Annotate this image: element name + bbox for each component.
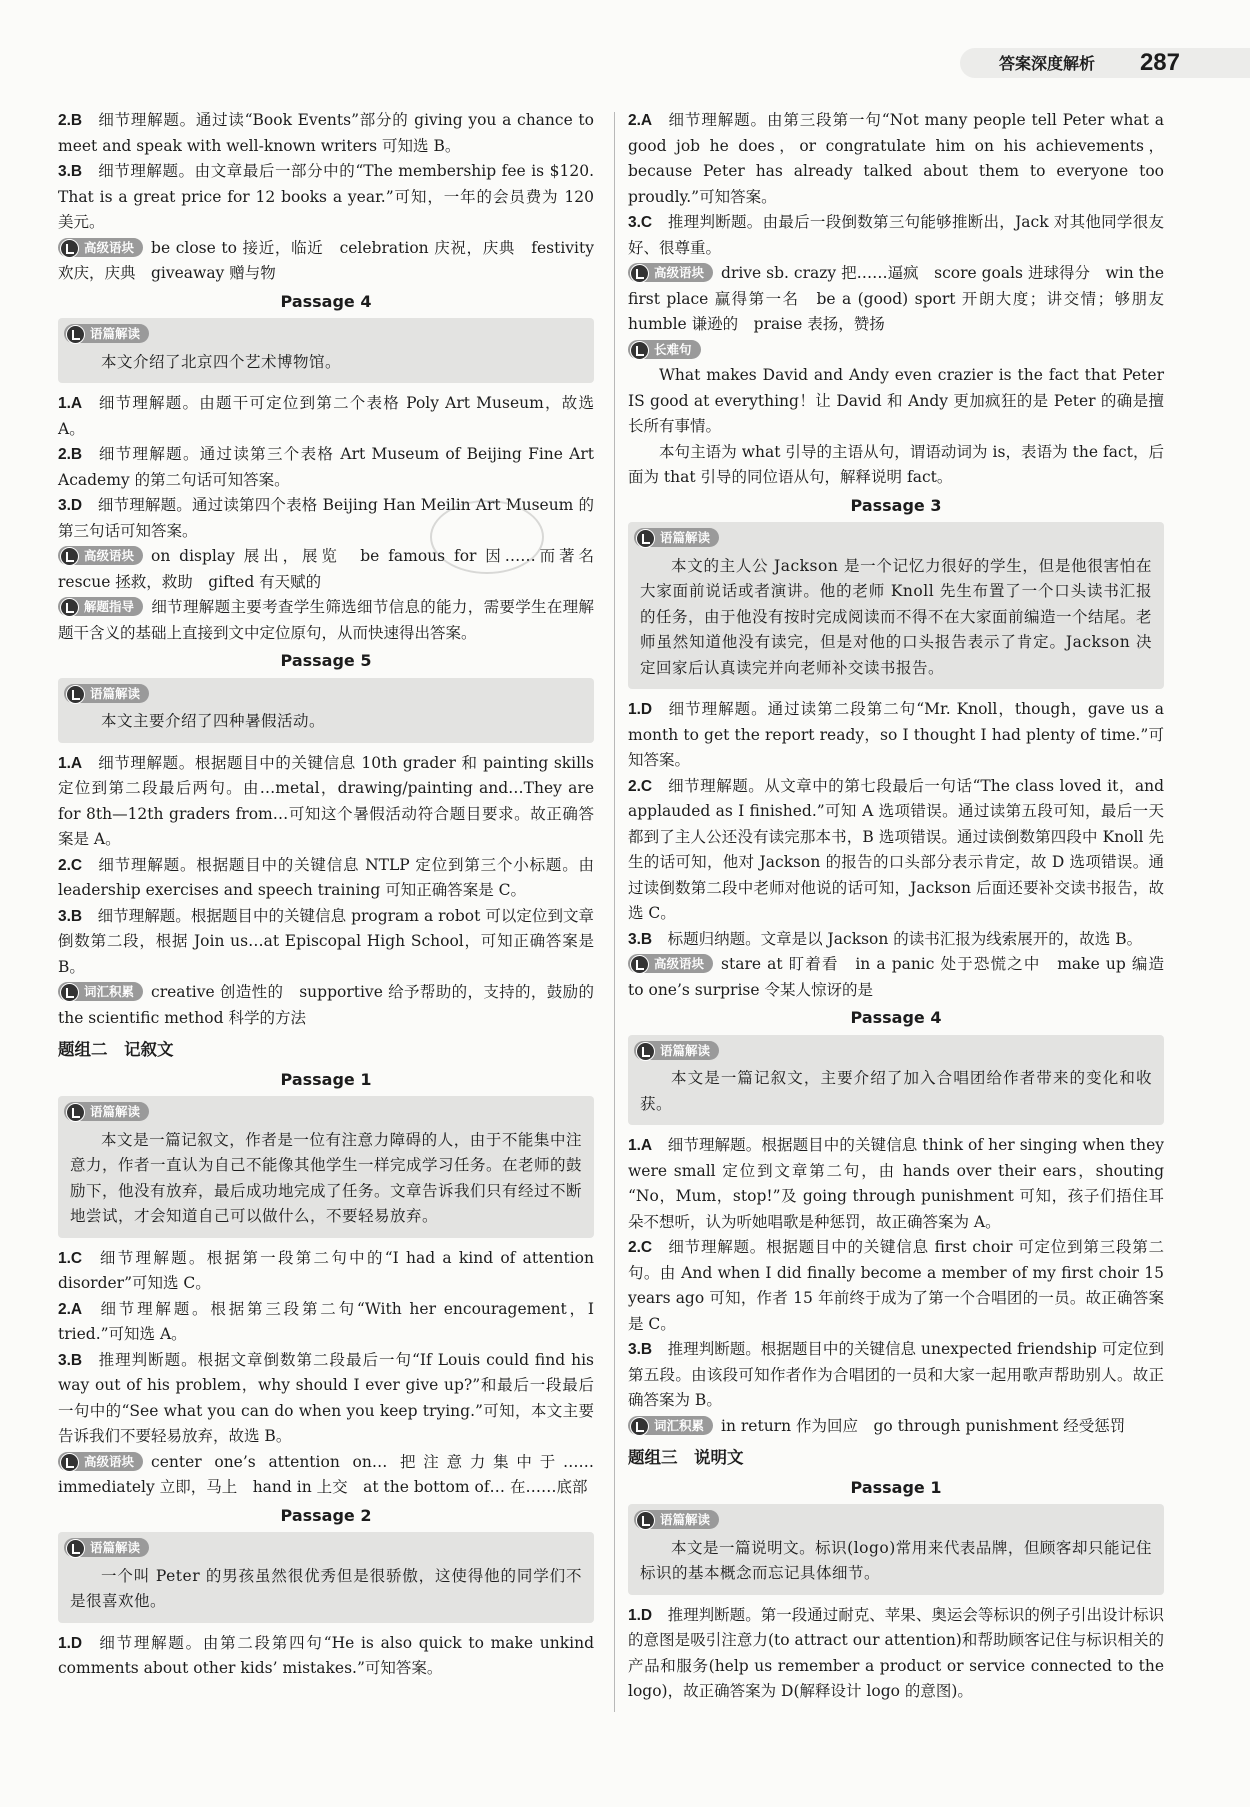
right-column xyxy=(628,108,1180,1705)
check-icon xyxy=(60,547,79,566)
tag-label: 语篇解读 xyxy=(660,1512,711,1527)
answer-item xyxy=(628,1133,1164,1235)
summary-text: 本文是一篇说明文。标识(logo)常用来代表品牌，但顾客却只能记住标识的基本概念而忘记具体细节。 xyxy=(640,1538,1152,1582)
answer-text: 细节理解题。根据第三段第二句“With her encouragement，I tried.”可知选 A。 xyxy=(58,1299,594,1343)
answer-item xyxy=(58,1246,594,1297)
section-tag xyxy=(628,340,701,359)
check-icon xyxy=(60,983,79,1002)
answer-item xyxy=(58,442,594,493)
tag-label: 高级语块 xyxy=(654,956,705,971)
vocab-note xyxy=(628,261,1180,338)
vocab-note xyxy=(628,1414,1164,1440)
answer-number: 1.C xyxy=(58,1249,83,1267)
check-icon xyxy=(66,1539,85,1558)
check-icon xyxy=(630,264,649,283)
answer-text: 细节理解题。通过读“Book Events”部分的 giving you a chance to meet and speak with well-known writers 可知选 B。 xyxy=(58,111,594,155)
answer-number: 1.A xyxy=(628,1137,653,1154)
tag-label: 长难句 xyxy=(654,341,692,357)
vocab-note xyxy=(628,952,1180,1003)
summary-box xyxy=(58,678,594,743)
section-tag xyxy=(58,238,143,257)
passage-title: Passage 3 xyxy=(850,495,942,515)
answer-item xyxy=(58,1348,594,1450)
left-column xyxy=(58,108,610,1682)
note-text: drive sb. crazy 把……逼疯 score goals 进球得分 win the first place 赢得第一名 be a (good) sport 开朗大度；讲交情；够朋友 humble 谦逊的 praise 表扬，赞扬 xyxy=(628,264,1180,333)
answer-item xyxy=(58,853,594,904)
page-number: 287 xyxy=(1139,49,1180,76)
passage-title: Passage 5 xyxy=(280,651,372,670)
answer-text: 推理判断题。根据题目中的关键信息 unexpected friendship 可定位到第五段。由该段可知作者作为合唱团的一员和大家一起用歌声帮助别人。故正确答案为 B。 xyxy=(628,1340,1164,1409)
answer-number: 2.B xyxy=(58,446,83,463)
tag-label: 语篇解读 xyxy=(660,1042,711,1058)
answer-number: 3.B xyxy=(58,163,83,180)
answer-text: 标题归纳题。文章是以 Jackson 的读书汇报为线索展开的，故选 B。 xyxy=(667,929,1143,948)
answer-item xyxy=(58,159,594,236)
answer-item xyxy=(58,493,594,544)
answer-item xyxy=(58,391,594,442)
summary-box xyxy=(58,1532,594,1623)
note-text: on display 展出，展览 be famous for 因……而著名 rescue 拯救，救助 gifted 有天赋的 xyxy=(58,547,610,591)
answer-text: 细节理解题。由文章最后一部分中的“The membership fee is $120. That is a great price for 12 books a year.”可知，一年的会员费为 120 美元。 xyxy=(58,162,594,231)
summary-text: 本文的主人公 Jackson 是一个记忆力很好的学生，但是他很害怕在大家面前说话或者演讲。他的老师 Knoll 先生布置了一个口头读书汇报的任务，由于他没有按时完成阅读而不得不在大家面前编造一个结尾。老师虽然知道他没有读完，但是对他的口头报告表示了肯定。Jackson 决定回家后认真读完并向老师补交读书报告。 xyxy=(640,556,1153,677)
answer-item xyxy=(58,108,594,159)
body-paragraph: What makes David and Andy even crazier is the fact that Peter IS good at everything！让 David 和 Andy 更加疯狂的是 Peter 的确是擅长所有事情。 xyxy=(628,366,1164,435)
check-icon xyxy=(60,598,79,617)
check-icon xyxy=(630,341,649,360)
answer-number: 3.B xyxy=(58,907,83,925)
answer-item xyxy=(58,1631,594,1682)
answer-text: 细节理解题。通过读第四个表格 Beijing Han Meilin Art Museum 的第三句话可知答案。 xyxy=(58,496,594,540)
answer-number: 1.D xyxy=(58,1634,83,1652)
summary-text: 本文主要介绍了四种暑假活动。 xyxy=(101,712,326,730)
summary-box xyxy=(58,318,594,383)
answer-text: 细节理解题。通过读第二段第二句“Mr. Knoll，though，gave us a month to get the report ready，so I thought I had plenty of time.”可知答案。 xyxy=(628,700,1164,769)
check-icon xyxy=(60,1453,79,1472)
answer-number: 2.A xyxy=(628,112,653,129)
section-tag xyxy=(58,546,143,565)
answer-item xyxy=(58,1297,594,1348)
answer-text: 细节理解题。从文章中的第七段最后一句话“The class loved it，and applauded as I finished.”可知 A 选项错误。通过读第五段可知，最后一天都到了主人公还没有读完那本书，B 选项错误。通过读倒数第四段中 Knoll 先生的话可知，他对 Jackson 的报告的口头部分表示肯定，故 D 选项错误。通过读倒数第二段中老师对他说的话可知，Jackson 后面还要补交读书报告，故选 C。 xyxy=(628,776,1164,922)
tag-label: 高级语块 xyxy=(84,548,135,563)
answer-item xyxy=(628,108,1164,210)
answer-text: 细节理解题。根据题目中的关键信息 think of her singing when they were small 定位到文章第二句，由 hands over their ears，shouting “No，Mum，stop!”及 going through punishment 可知，孩子们捂住耳朵不想听，认为听她唱歌是种惩罚，故正确答案为 A。 xyxy=(628,1136,1164,1231)
answer-item xyxy=(628,210,1164,261)
section-tag xyxy=(64,1538,149,1557)
note-text: in return 作为回应 go through punishment 经受惩罚 xyxy=(721,1416,1126,1435)
vocab-note xyxy=(58,595,594,646)
summary-box xyxy=(628,522,1164,689)
answer-number: 3.B xyxy=(58,1351,83,1369)
tag-label: 高级语块 xyxy=(84,239,135,255)
summary-text: 本文是一篇记叙文，主要介绍了加入合唱团给作者带来的变化和收获。 xyxy=(640,1069,1152,1113)
answer-text: 细节理解题。由第三段第一句“Not many people tell Peter what a good job he does，or congratulate him on his achievements，because Peter has already talked about them to everyone too proudly.”可知答案。 xyxy=(628,111,1164,206)
vocab-note xyxy=(58,544,610,595)
answer-item xyxy=(58,751,594,853)
answer-number: 3.C xyxy=(628,214,653,231)
answer-text: 细节理解题。根据第一段第二句中的“I had a kind of attention disorder”可知选 C。 xyxy=(58,1248,594,1292)
note-text: be close to 接近，临近 celebration 庆祝，庆典 festivity 欢庆，庆典 giveaway 赠与物 xyxy=(58,238,594,282)
check-icon xyxy=(66,685,85,704)
check-icon xyxy=(636,1042,655,1061)
summary-box xyxy=(58,1096,594,1238)
answer-item xyxy=(58,904,594,981)
check-icon xyxy=(630,1417,649,1436)
answer-text: 推理判断题。第一段通过耐克、苹果、奥运会等标识的例子引出设计标识的意图是吸引注意力(to attract our attention)和帮助顾客记住与标识相关的产品和服务(help us remember a product or service connected to the logo)，故正确答案为 D(解释设计 logo 的意图)。 xyxy=(628,1605,1164,1700)
answer-number: 3.D xyxy=(58,497,83,514)
answer-number: 1.D xyxy=(628,1606,653,1624)
answer-number: 2.B xyxy=(58,112,83,129)
answer-text: 细节理解题。根据题目中的关键信息 first choir 可定位到第三段第二句。由 And when I did finally become a member of my first choir 15 years ago 可知，作者 15 年前终于成为了第一个合唱团的一员。故正确答案是 C。 xyxy=(628,1238,1164,1333)
passage-title: Passage 1 xyxy=(280,1069,372,1089)
section-tag xyxy=(58,597,143,616)
section-tag xyxy=(64,324,149,343)
tag-label: 语篇解读 xyxy=(660,530,711,545)
tag-label: 词汇积累 xyxy=(654,1417,705,1433)
answer-number: 2.C xyxy=(628,1239,653,1256)
tag-label: 高级语块 xyxy=(654,265,705,280)
answer-text: 细节理解题。根据题目中的关键信息 program a robot 可以定位到文章倒数第二段，根据 Join us…at Episcopal High School，可知正确答案是 B。 xyxy=(58,906,594,976)
answer-item xyxy=(628,1337,1164,1414)
group-heading: 题组二 记叙文 xyxy=(58,1040,174,1059)
answer-text: 细节理解题。根据题目中的关键信息 10th grader 和 painting skills 定位到第二段最后两句。由…metal，drawing/painting and…They are for 8th—12th graders from…可知这个暑假活动符合题目要求。故正确答案是 A。 xyxy=(58,753,594,848)
answer-item xyxy=(628,1603,1164,1705)
section-tag xyxy=(64,684,149,703)
answer-text: 推理判断题。由最后一段倒数第三句能够推断出，Jack 对其他同学很友好、很尊重。 xyxy=(628,213,1164,257)
section-tag xyxy=(634,1510,719,1529)
note-text: creative 创造性的 supportive 给予帮助的，支持的，鼓励的 the scientific method 科学的方法 xyxy=(58,983,610,1027)
tag-label: 语篇解读 xyxy=(90,326,141,341)
answer-text: 细节理解题。由题干可定位到第二个表格 Poly Art Museum，故选 A。 xyxy=(58,394,594,438)
answer-item xyxy=(628,927,1164,953)
check-icon xyxy=(630,955,649,974)
section-tag xyxy=(634,1041,719,1060)
answer-text: 细节理解题。通过读第三个表格 Art Museum of Beijing Fine Art Academy 的第二句话可知答案。 xyxy=(58,445,594,489)
tag-label: 语篇解读 xyxy=(90,1540,141,1555)
note-text: center one’s attention on… 把注意力集中于…… immediately 立即，马上 hand in 上交 at the bottom of… 在……底部 xyxy=(58,1452,610,1496)
vocab-note xyxy=(58,1450,610,1501)
column-divider xyxy=(614,112,615,1712)
answer-number: 3.B xyxy=(628,930,653,948)
section-tag xyxy=(628,263,713,282)
answer-text: 推理判断题。根据文章倒数第二段最后一句“If Louis could find his way out of his problem，why should I ever give up?”和最后一段最后一句中的“See what you can do when you keep trying.”可知，本文主要告诉我们不要轻易放弃，故选 B。 xyxy=(58,1350,594,1445)
answer-number: 1.D xyxy=(628,701,653,718)
tag-label: 语篇解读 xyxy=(90,685,141,701)
passage-title: Passage 4 xyxy=(280,291,372,311)
section-tag xyxy=(634,528,719,547)
check-icon xyxy=(66,325,85,344)
answer-item xyxy=(628,1235,1164,1337)
check-icon xyxy=(66,1103,85,1122)
header-label: 答案深度解析 xyxy=(998,54,1095,73)
section-tag xyxy=(64,1102,149,1121)
answer-number: 1.A xyxy=(58,395,83,412)
answer-text: 细节理解题。由第二段第四句“He is also quick to make unkind comments about other kids’ mistakes.”可知答案。 xyxy=(58,1633,594,1677)
tag-label: 语篇解读 xyxy=(90,1104,141,1119)
vocab-note xyxy=(58,236,594,287)
passage-title: Passage 1 xyxy=(850,1477,942,1497)
summary-text: 本文介绍了北京四个艺术博物馆。 xyxy=(101,352,342,371)
summary-box xyxy=(628,1035,1164,1126)
vocab-note xyxy=(628,338,1164,364)
tag-label: 高级语块 xyxy=(84,1453,135,1469)
tag-label: 词汇积累 xyxy=(84,984,135,999)
note-text: 细节理解题主要考查学生筛选细节信息的能力，需要学生在理解题干含义的基础上直接到文中定位原句，从而快速得出答案。 xyxy=(58,598,594,642)
tag-label: 解题指导 xyxy=(84,599,135,614)
vocab-note xyxy=(58,980,610,1031)
summary-text: 一个叫 Peter 的男孩虽然很优秀但是很骄傲，这使得他的同学们不是很喜欢他。 xyxy=(70,1566,582,1610)
check-icon xyxy=(60,239,79,258)
answer-number: 3.B xyxy=(628,1341,653,1358)
answer-number: 2.A xyxy=(58,1300,83,1318)
section-tag xyxy=(58,1452,143,1471)
answer-text: 细节理解题。根据题目中的关键信息 NTLP 定位到第三个小标题。由 leadership exercises and speech training 可知正确答案是 C。 xyxy=(58,855,594,899)
answer-number: 1.A xyxy=(58,754,83,772)
summary-box xyxy=(628,1504,1164,1595)
section-tag xyxy=(58,982,143,1001)
answer-number: 2.C xyxy=(628,777,653,795)
answer-item xyxy=(628,697,1164,774)
summary-text: 本文是一篇记叙文，作者是一位有注意力障碍的人，由于不能集中注意力，作者一直认为自己不能像其他学生一样完成学习任务。在老师的鼓励下，他没有放弃，最后成功地完成了任务。文章告诉我们只有经过不断地尝试，才会知道自己可以做什么，不要轻易放弃。 xyxy=(70,1130,583,1225)
answer-number: 2.C xyxy=(58,856,83,874)
passage-title: Passage 4 xyxy=(850,1008,942,1027)
check-icon xyxy=(636,1511,655,1530)
section-tag xyxy=(628,954,713,973)
check-icon xyxy=(636,529,655,548)
body-paragraph: 本句主语为 what 引导的主语从句，谓语动词为 is，表语为 the fact，后面为 that 引导的同位语从句，解释说明 fact。 xyxy=(628,442,1164,486)
section-tag xyxy=(628,1416,713,1435)
answer-item xyxy=(628,774,1164,927)
group-heading: 题组三 说明文 xyxy=(628,1448,744,1467)
note-text: stare at 盯着看 in a panic 处于恐慌之中 make up 编造 to one’s surprise 令某人惊讶的是 xyxy=(628,955,1180,999)
passage-title: Passage 2 xyxy=(280,1505,372,1525)
